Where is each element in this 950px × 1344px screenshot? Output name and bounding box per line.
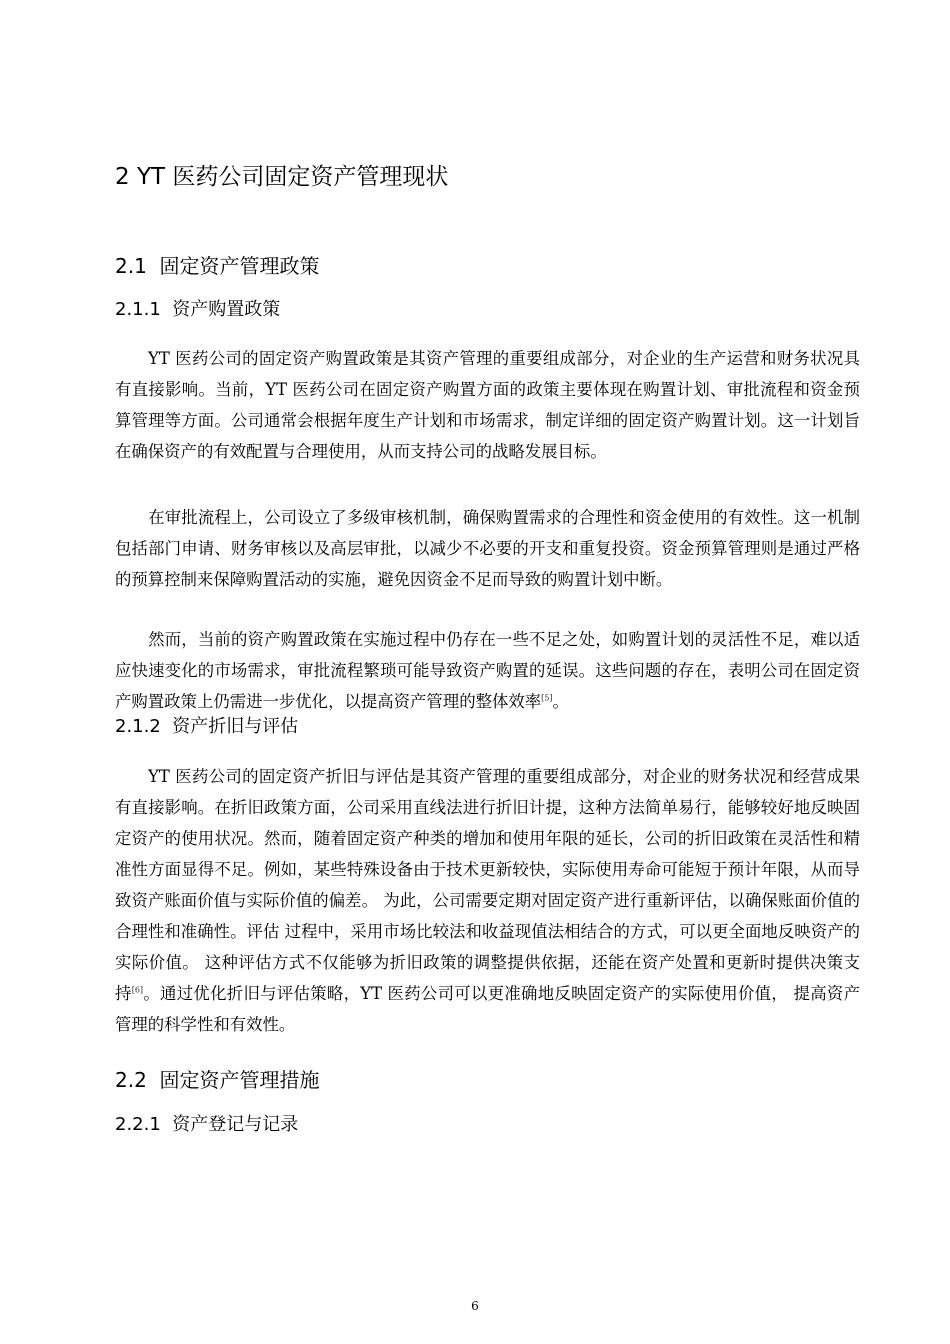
paragraph-purchase-1: [115, 343, 860, 467]
section-title: 固定资产管理措施: [159, 1068, 320, 1092]
subsection-number: 2.1.1: [115, 299, 161, 320]
paragraph-text: 然而，当前的资产购置政策在实施过程中仍存在一些不足之处，如购置计划的灵活性不足，难以适应快速变化的市场需求，审批流程繁琐可能导致资产购置的延误。这些问题的存在，表明公司在固定资产购置政策上仍需进一步优化，以提高资产管理的整体效率: [115, 630, 860, 711]
subsection-heading-2-2-1: [115, 1112, 298, 1138]
paragraph-depreciation-1: [115, 761, 860, 1040]
page-number: 6: [471, 1299, 479, 1313]
chapter-title: 2 YT 医药公司固定资产管理现状: [115, 164, 449, 190]
subsection-title: 资产登记与记录: [172, 1114, 299, 1135]
paragraph-end: 。: [552, 692, 569, 711]
subsection-number: 2.2.1: [115, 1114, 161, 1135]
citation-ref: [6]: [131, 985, 144, 995]
section-number: 2.2: [115, 1068, 147, 1092]
section-heading-2-1: [115, 252, 320, 280]
paragraph-text: YT 医药公司的固定资产折旧与评估是其资产管理的重要组成部分，对企业的财务状况和经营成果有直接影响。在折旧政策方面，公司采用直线法进行折旧计提，这种方法简单易行，能够较好地反映固定资产的使用状况。然而，随着固定资产种类的增加和使用年限的延长，公司的折旧政策在灵活性和精准性方面显得不足。例如，某些特殊设备由于技术更新较快，实际使用寿命可能短于预计年限，从而导致资产账面价值与实际价值的偏差。 为此，公司需要定期对固定资产进行重新评估，以确保账面价值的合理性和准确性。评估 过程中，采用市场比较法和收益现值法相结合的方式，可以更全面地反映资产的实际价值。 这种评估方式不仅能够为折旧政策的调整提供依据，还能在资产处置和更新时提供决策支 持: [115, 767, 860, 1003]
paragraph-text: YT 医药公司的固定资产购置政策是其资产管理的重要组成部分，对企业的生产运营和财务状况具有直接影响。当前，YT 医药公司在固定资产购置方面的政策主要体现在购置计划、审批流程和资金预算管理等方面。公司通常会根据年度生产计划和市场需求，制定详细的固定资产购置计划。这一计划旨在确保资产的有效配置与合理使用，从而支持公司的战略发展目标。: [115, 349, 860, 461]
subsection-title: 资产折旧与评估: [172, 716, 299, 737]
subsection-heading-2-1-2: [115, 714, 298, 740]
paragraph-text: 在审批流程上，公司设立了多级审核机制，确保购置需求的合理性和资金使用的有效性。这一机制包括部门申请、财务审核以及高层审批，以减少不必要的开支和重复投资。资金预算管理则是通过严格的预算控制来保障购置活动的实施，避免因资金不足而导致的购置计划中断。: [115, 508, 860, 589]
paragraph-end: 。通过优化折旧与评估策略，YT 医药公司可以更准确地反映固定资产的实际使用价值， 提高资产管理的科学性和有效性。: [115, 984, 861, 1034]
subsection-heading-2-1-1: [115, 297, 280, 323]
paragraph-purchase-2: [115, 502, 860, 595]
paragraph-purchase-3: [115, 624, 860, 717]
section-title: 固定资产管理政策: [159, 254, 320, 278]
citation-ref: [5]: [541, 693, 553, 703]
subsection-number: 2.1.2: [115, 716, 161, 737]
subsection-title: 资产购置政策: [172, 299, 281, 320]
section-number: 2.1: [115, 254, 147, 278]
section-heading-2-2: [115, 1066, 320, 1094]
